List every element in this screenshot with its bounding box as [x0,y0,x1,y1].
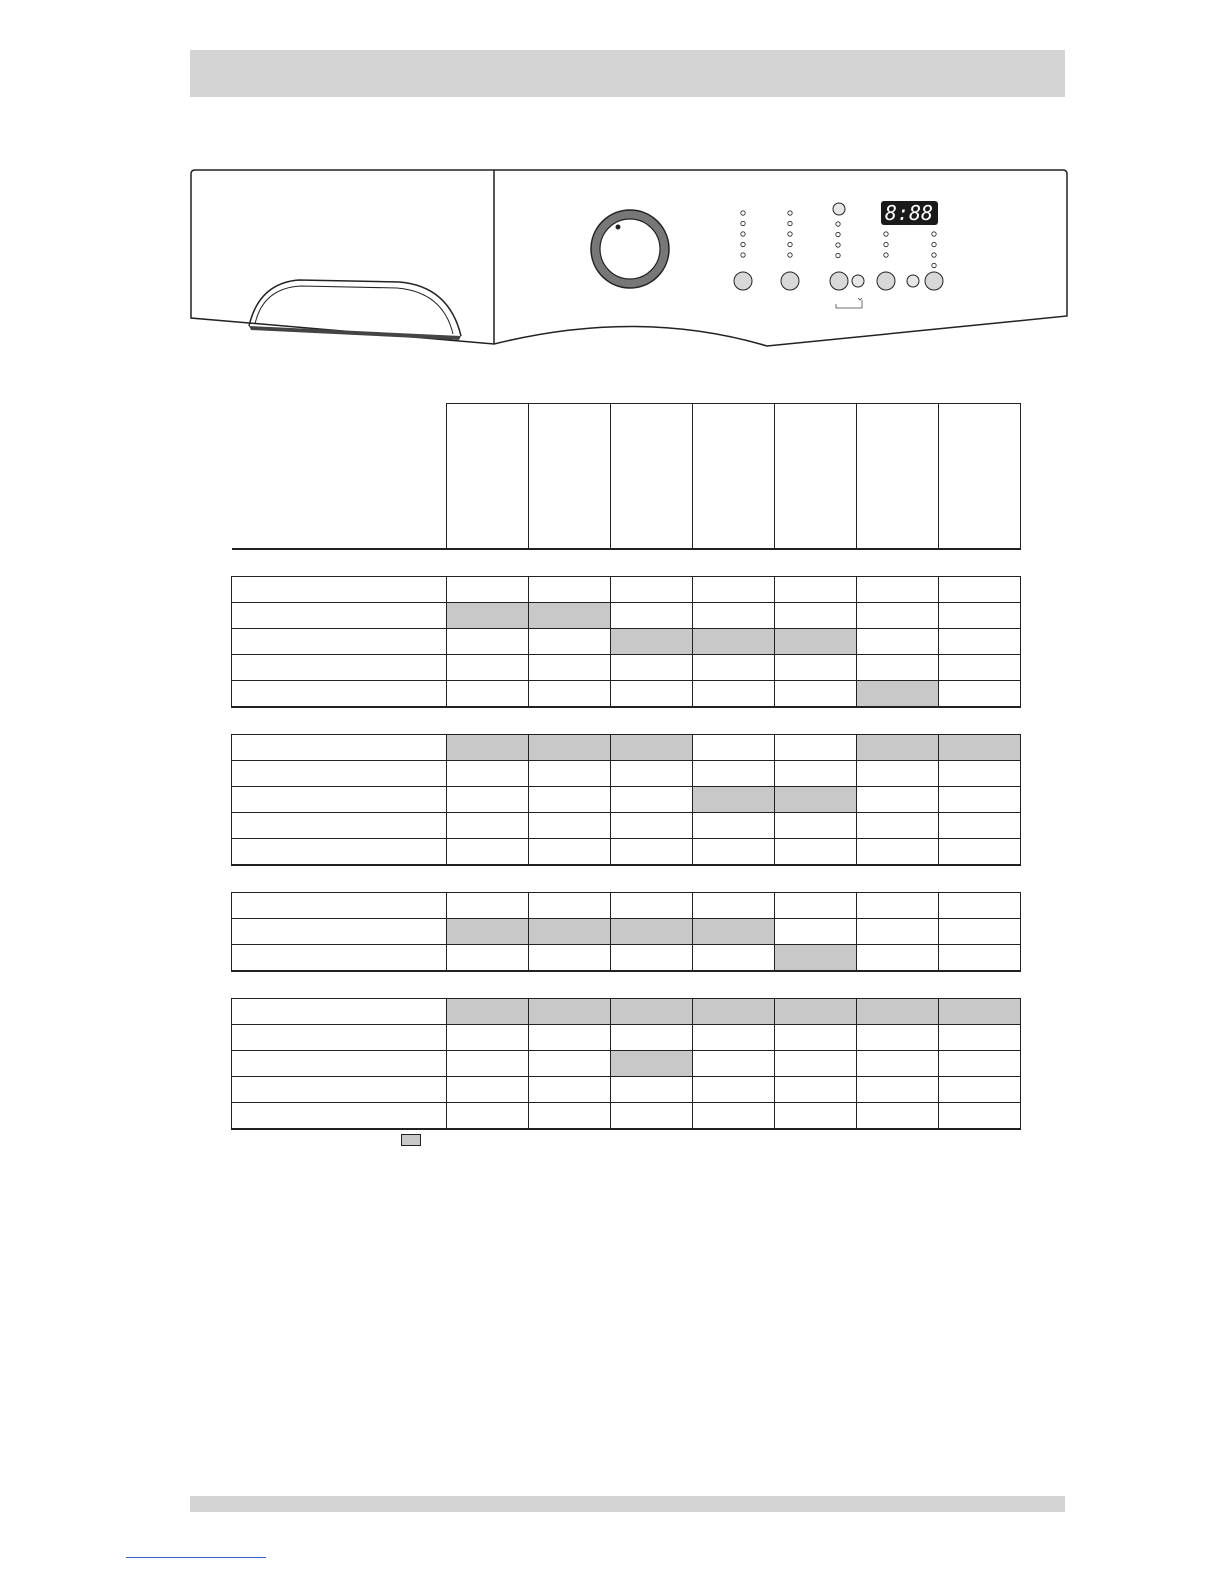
row-label-cell [232,1077,447,1103]
header-column-cell [529,404,611,550]
table-row [232,629,1021,655]
indicator-led [884,253,888,257]
indicator-led [788,211,792,215]
table-row [232,761,1021,787]
table-cell [857,839,939,866]
table-row [232,945,1021,972]
table-cell [611,603,693,629]
table-cell [693,761,775,787]
table-cell [857,893,939,919]
header-column-cell [775,404,857,550]
table-cell [447,655,529,681]
row-label-cell [232,1025,447,1051]
table-row [232,839,1021,866]
table-cell [529,577,611,603]
header-column-cell [939,404,1021,550]
section-gap [232,971,1021,999]
table-cell [939,893,1021,919]
shaded-cell [447,603,529,629]
indicator-led [788,232,792,236]
table-cell [775,1025,857,1051]
table-row [232,787,1021,813]
table-cell [775,735,857,761]
shaded-cell [529,919,611,945]
table-cell [693,681,775,708]
table-row [232,1025,1021,1051]
table-cell [529,1051,611,1077]
table-cell [775,655,857,681]
shaded-cell [775,945,857,972]
table-cell [857,787,939,813]
table-cell [693,735,775,761]
shaded-cell [611,735,693,761]
table-cell [857,1051,939,1077]
table-cell [939,945,1021,972]
table-cell [611,813,693,839]
shaded-cell [529,999,611,1025]
table-cell [529,655,611,681]
table-cell [447,1077,529,1103]
row-label-cell [232,603,447,629]
table-cell [611,1025,693,1051]
indicator-led [788,242,792,246]
shaded-cell [857,735,939,761]
table-cell [693,655,775,681]
shaded-cell [775,787,857,813]
table-cell [939,629,1021,655]
row-label-cell [232,681,447,708]
table-cell [611,761,693,787]
table-cell [529,1025,611,1051]
indicator-led [788,221,792,225]
indicator-led [884,242,888,246]
row-label-cell [232,999,447,1025]
option-button-3[interactable] [830,272,848,290]
indicator-led [836,232,840,236]
table-header-row [232,404,1021,550]
table-cell [939,603,1021,629]
shaded-cell [775,999,857,1025]
table-cell [529,1077,611,1103]
table-cell [611,839,693,866]
table-cell [611,1077,693,1103]
indicator-led [836,243,840,247]
indicator-led [932,242,936,246]
table-cell [529,1103,611,1130]
shaded-cell [611,1051,693,1077]
shaded-cell [447,919,529,945]
table-cell [529,681,611,708]
row-label-cell [232,813,447,839]
row-label-cell [232,577,447,603]
shaded-cell [611,999,693,1025]
table-cell [939,1103,1021,1130]
lock-small-button[interactable] [852,275,864,287]
shaded-cell [611,919,693,945]
table-cell [775,681,857,708]
header-column-cell [447,404,529,550]
header-label-cell [232,404,447,550]
table-cell [693,1025,775,1051]
shaded-cell [775,629,857,655]
header-bar [190,50,1065,97]
shaded-cell [529,735,611,761]
table-cell [857,655,939,681]
table-cell [611,655,693,681]
header-column-cell [857,404,939,550]
table-row [232,813,1021,839]
table-cell [857,1103,939,1130]
program-knob[interactable] [591,210,669,288]
table-cell [939,1077,1021,1103]
table-cell [693,1103,775,1130]
shaded-cell [857,999,939,1025]
table-cell [939,787,1021,813]
table-cell [857,761,939,787]
indicator-led [788,253,792,257]
start-small-button[interactable] [907,275,919,287]
table-cell [447,577,529,603]
footer-bar [190,1496,1065,1512]
table-cell [939,1025,1021,1051]
indicator-led [836,222,840,226]
table-cell [693,813,775,839]
indicator-led [836,253,840,257]
table-cell [447,839,529,866]
table-cell [775,1103,857,1130]
indicator-led [884,232,888,236]
table-cell [529,813,611,839]
table-cell [857,813,939,839]
table-cell [529,761,611,787]
row-label-cell [232,945,447,972]
table-cell [529,839,611,866]
table-cell [939,681,1021,708]
shaded-cell [693,919,775,945]
table-cell [447,813,529,839]
table-cell [939,1051,1021,1077]
row-label-cell [232,787,447,813]
row-label-cell [232,735,447,761]
indicator-led [741,221,745,225]
indicator-led [932,253,936,257]
table-cell [775,577,857,603]
table-cell [529,945,611,972]
table-cell [447,629,529,655]
row-label-cell [232,893,447,919]
table-cell [447,1051,529,1077]
table-row [232,681,1021,708]
table-row [232,1051,1021,1077]
table-cell [693,603,775,629]
table-row [232,999,1021,1025]
table-cell [857,1025,939,1051]
header-column-cell [611,404,693,550]
table-cell [857,1077,939,1103]
indicator-led [741,211,745,215]
table-cell [447,761,529,787]
table-cell [775,813,857,839]
table-cell [939,761,1021,787]
table-cell [775,919,857,945]
table-cell [693,1077,775,1103]
table-cell [693,839,775,866]
footer-link-underline[interactable] [126,1557,266,1558]
section-gap [232,707,1021,735]
option-button-2[interactable] [781,272,799,290]
shaded-cell [939,735,1021,761]
shaded-cell [529,603,611,629]
table-cell [447,787,529,813]
table-cell [611,577,693,603]
table-row [232,1077,1021,1103]
option-button-1[interactable] [734,272,752,290]
option-button-5[interactable] [925,272,943,290]
digital-display [881,201,938,225]
table-cell [939,813,1021,839]
table-cell [693,1051,775,1077]
shaded-cell [693,787,775,813]
indicator-led [932,232,936,236]
row-label-cell [232,761,447,787]
table-cell [611,681,693,708]
section-gap [232,549,1021,577]
table-row [232,577,1021,603]
table-cell [939,839,1021,866]
row-label-cell [232,1103,447,1130]
indicator-led [932,263,936,267]
table-cell [529,629,611,655]
option-button-4[interactable] [877,272,895,290]
table-cell [775,1051,857,1077]
table-row [232,655,1021,681]
table-cell [447,1025,529,1051]
table-cell [857,629,939,655]
table-cell [447,1103,529,1130]
table-cell [775,893,857,919]
table-cell [447,945,529,972]
table-cell [611,893,693,919]
table-cell [939,655,1021,681]
table-cell [693,945,775,972]
row-label-cell [232,629,447,655]
row-label-cell [232,839,447,866]
shaded-cell [693,999,775,1025]
shaded-cell [693,629,775,655]
shaded-cell [447,999,529,1025]
table-cell [611,787,693,813]
display-readout: 8:88 [884,201,934,225]
table-row [232,603,1021,629]
section-gap [232,865,1021,893]
shaded-cell [857,681,939,708]
table-cell [529,893,611,919]
table-cell [775,839,857,866]
table-cell [775,761,857,787]
table-row [232,919,1021,945]
table-cell [447,893,529,919]
indicator-led [741,253,745,257]
indicator-led [741,242,745,246]
program-options-table [231,403,1021,1130]
table-cell [775,1077,857,1103]
table-cell [529,787,611,813]
table-cell [447,681,529,708]
shaded-cell [939,999,1021,1025]
row-label-cell [232,919,447,945]
table-cell [693,577,775,603]
table-cell [939,919,1021,945]
table-cell [857,577,939,603]
table-cell [939,577,1021,603]
table-row [232,893,1021,919]
header-column-cell [693,404,775,550]
table-cell [857,919,939,945]
legend-swatch [401,1134,421,1146]
table-cell [693,893,775,919]
row-label-cell [232,655,447,681]
washing-machine-control-panel [189,168,1071,350]
row-label-cell [232,1051,447,1077]
table-cell [857,603,939,629]
table-row [232,1103,1021,1130]
table-row [232,735,1021,761]
shaded-cell [447,735,529,761]
shaded-cell [611,629,693,655]
indicator-led [741,232,745,236]
table-cell [775,603,857,629]
top-small-button[interactable] [833,203,845,215]
table-cell [611,1103,693,1130]
table-cell [611,945,693,972]
table-cell [857,945,939,972]
